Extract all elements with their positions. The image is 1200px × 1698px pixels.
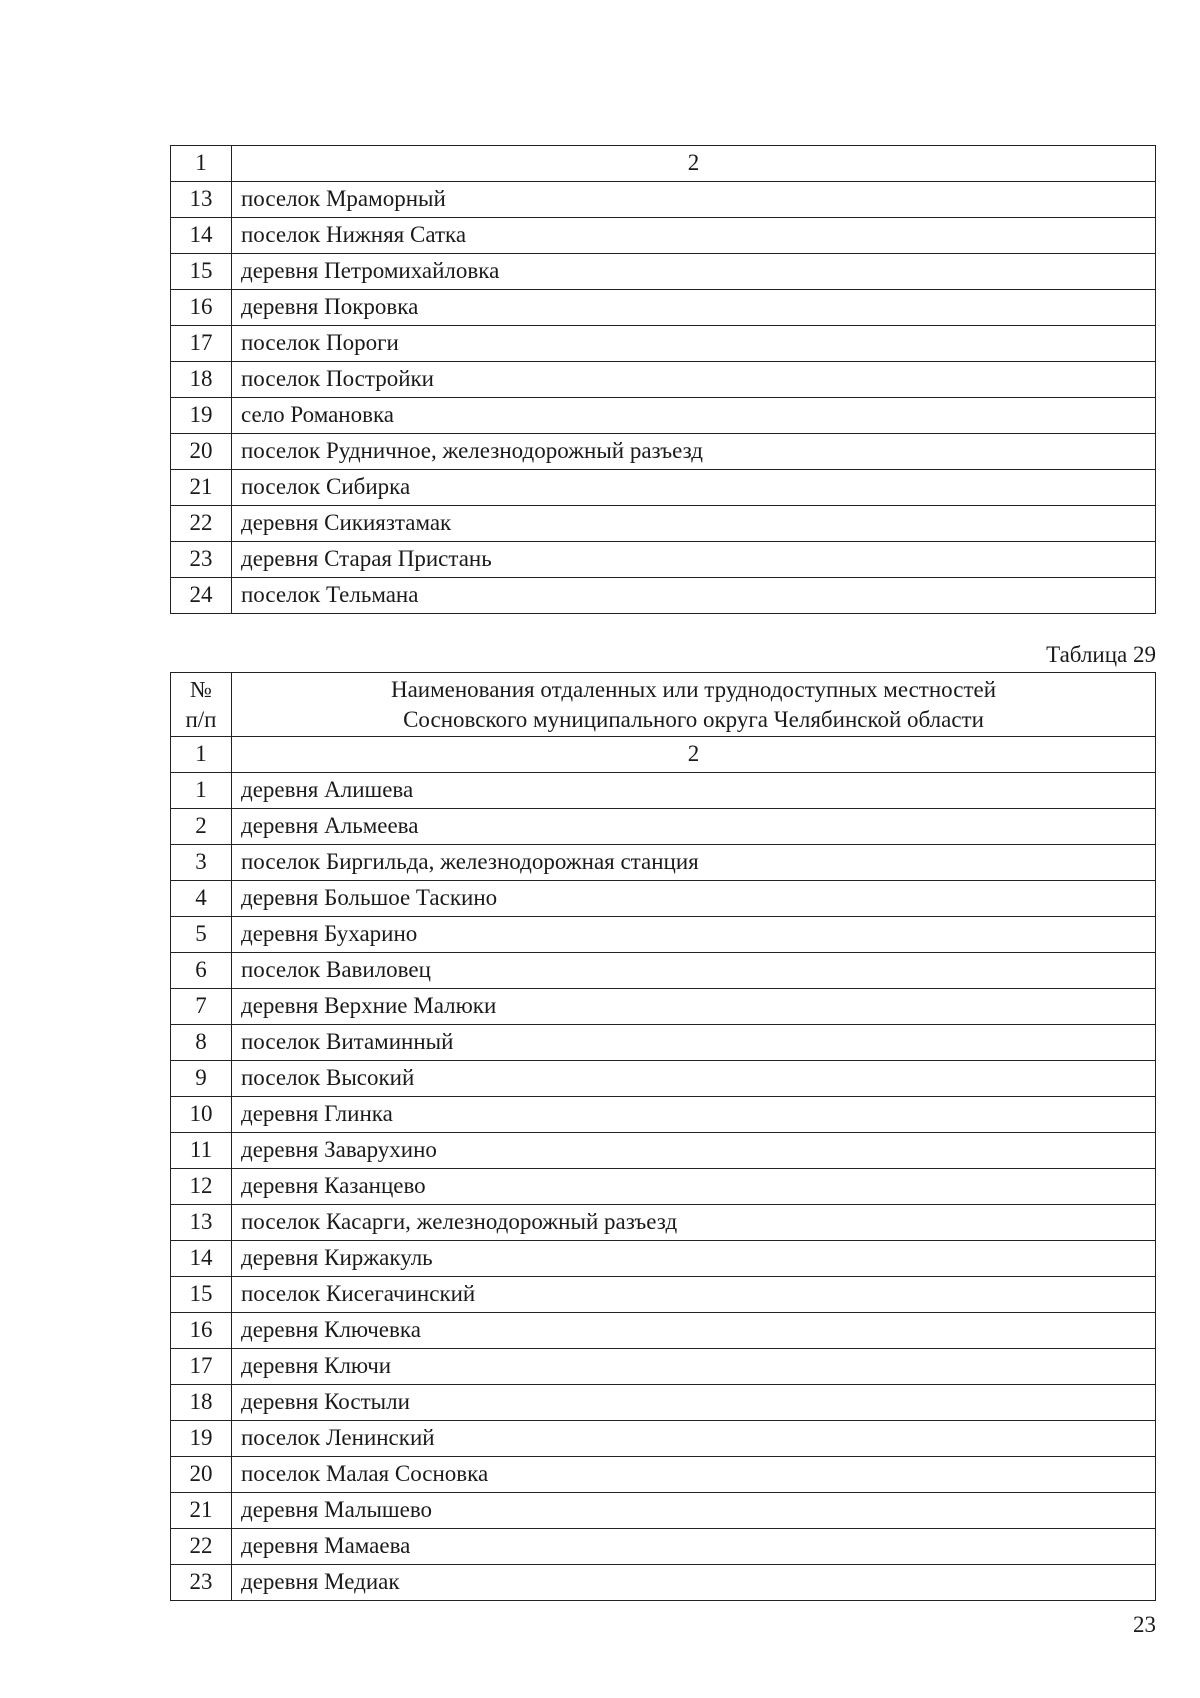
settlement-name: поселок Пороги (232, 326, 1156, 362)
row-number: 7 (171, 989, 232, 1025)
settlement-name: поселок Мраморный (232, 182, 1156, 218)
header-name-column (232, 673, 1156, 737)
row-number: 1 (171, 773, 232, 809)
header-number-column (171, 673, 232, 737)
table-row (171, 362, 1156, 398)
table-row (171, 1385, 1156, 1421)
row-number: 22 (171, 1529, 232, 1565)
table-row (171, 881, 1156, 917)
column-numbering-row (171, 146, 1156, 182)
table-row (171, 1277, 1156, 1313)
row-number: 19 (171, 1421, 232, 1457)
locality-name: поселок Биргильда, железнодорожная станция (232, 845, 1156, 881)
locality-name: деревня Малышево (232, 1493, 1156, 1529)
locality-name: поселок Витаминный (232, 1025, 1156, 1061)
row-number: 11 (171, 1133, 232, 1169)
locality-name: деревня Глинка (232, 1097, 1156, 1133)
row-number: 16 (171, 1313, 232, 1349)
table-row (171, 1313, 1156, 1349)
settlement-name: поселок Рудничное, железнодорожный разъезд (232, 434, 1156, 470)
settlement-name: поселок Тельмана (232, 578, 1156, 614)
locality-name: деревня Казанцево (232, 1169, 1156, 1205)
table-row (171, 542, 1156, 578)
row-number: 24 (171, 578, 232, 614)
row-number: 17 (171, 326, 232, 362)
row-number: 5 (171, 917, 232, 953)
locality-name: деревня Киржакуль (232, 1241, 1156, 1277)
table-row (171, 773, 1156, 809)
table-row (171, 254, 1156, 290)
table-row (171, 290, 1156, 326)
column-number-2: 2 (232, 737, 1156, 773)
settlement-name: поселок Постройки (232, 362, 1156, 398)
header-number-abbr: п/п (185, 706, 217, 732)
table-row (171, 1205, 1156, 1241)
row-number: 22 (171, 506, 232, 542)
locality-name: деревня Мамаева (232, 1529, 1156, 1565)
table-row (171, 470, 1156, 506)
table-row (171, 1529, 1156, 1565)
settlement-name: деревня Петромихайловка (232, 254, 1156, 290)
table-row (171, 182, 1156, 218)
table-row (171, 398, 1156, 434)
settlement-name: деревня Старая Пристань (232, 542, 1156, 578)
table-row (171, 1493, 1156, 1529)
table-row (171, 1565, 1156, 1601)
row-number: 4 (171, 881, 232, 917)
column-number-2: 2 (232, 146, 1156, 182)
row-number: 18 (171, 1385, 232, 1421)
row-number: 17 (171, 1349, 232, 1385)
locality-name: поселок Малая Сосновка (232, 1457, 1156, 1493)
row-number: 13 (171, 1205, 232, 1241)
locality-name: деревня Костыли (232, 1385, 1156, 1421)
header-number-sign: № (190, 676, 212, 702)
table-row (171, 809, 1156, 845)
row-number: 20 (171, 1457, 232, 1493)
row-number: 14 (171, 1241, 232, 1277)
table-caption: Таблица 29 (1046, 642, 1156, 667)
row-number: 20 (171, 434, 232, 470)
row-number: 21 (171, 470, 232, 506)
table-row (171, 1025, 1156, 1061)
table-row (171, 1421, 1156, 1457)
row-number: 23 (171, 542, 232, 578)
locality-name: деревня Ключевка (232, 1313, 1156, 1349)
settlement-name: село Романовка (232, 398, 1156, 434)
locality-name: деревня Верхние Малюки (232, 989, 1156, 1025)
locality-name: поселок Ленинский (232, 1421, 1156, 1457)
locality-name: поселок Вавиловец (232, 953, 1156, 989)
locality-name: деревня Медиак (232, 1565, 1156, 1601)
settlement-name: деревня Покровка (232, 290, 1156, 326)
table-row (171, 989, 1156, 1025)
table-row (171, 1241, 1156, 1277)
row-number: 19 (171, 398, 232, 434)
table-row (171, 506, 1156, 542)
row-number: 9 (171, 1061, 232, 1097)
header-name-line-2: Сосновского муниципального округа Челябинской области (403, 706, 984, 732)
row-number: 6 (171, 953, 232, 989)
column-numbering-row (171, 737, 1156, 773)
locality-name: поселок Касарги, железнодорожный разъезд (232, 1205, 1156, 1241)
table-header-row (171, 673, 1156, 737)
table-row (171, 1133, 1156, 1169)
table-row (171, 218, 1156, 254)
settlement-name: поселок Нижняя Сатка (232, 218, 1156, 254)
row-number: 16 (171, 290, 232, 326)
table-row (171, 326, 1156, 362)
locality-name: деревня Ключи (232, 1349, 1156, 1385)
settlements-table-continued (170, 145, 1156, 614)
table-row (171, 953, 1156, 989)
table-row (171, 578, 1156, 614)
row-number: 2 (171, 809, 232, 845)
row-number: 14 (171, 218, 232, 254)
row-number: 15 (171, 1277, 232, 1313)
row-number: 18 (171, 362, 232, 398)
row-number: 3 (171, 845, 232, 881)
settlement-name: поселок Сибирка (232, 470, 1156, 506)
row-number: 23 (171, 1565, 232, 1601)
table-row (171, 1169, 1156, 1205)
remote-localities-table (170, 672, 1156, 1601)
locality-name: деревня Бухарино (232, 917, 1156, 953)
table-row (171, 1061, 1156, 1097)
column-number-1: 1 (171, 737, 232, 773)
locality-name: деревня Алишева (232, 773, 1156, 809)
row-number: 8 (171, 1025, 232, 1061)
locality-name: поселок Кисегачинский (232, 1277, 1156, 1313)
table-row (171, 917, 1156, 953)
table-row (171, 845, 1156, 881)
locality-name: деревня Альмеева (232, 809, 1156, 845)
locality-name: поселок Высокий (232, 1061, 1156, 1097)
row-number: 13 (171, 182, 232, 218)
row-number: 15 (171, 254, 232, 290)
table-row (171, 434, 1156, 470)
table-row (171, 1457, 1156, 1493)
locality-name: деревня Заварухино (232, 1133, 1156, 1169)
table-row (171, 1349, 1156, 1385)
settlement-name: деревня Сикиязтамак (232, 506, 1156, 542)
page-number: 23 (1133, 1612, 1156, 1637)
locality-name: деревня Большое Таскино (232, 881, 1156, 917)
table-row (171, 1097, 1156, 1133)
row-number: 10 (171, 1097, 232, 1133)
header-name-line-1: Наименования отдаленных или труднодоступных местностей (390, 676, 997, 702)
column-number-1: 1 (171, 146, 232, 182)
row-number: 12 (171, 1169, 232, 1205)
row-number: 21 (171, 1493, 232, 1529)
